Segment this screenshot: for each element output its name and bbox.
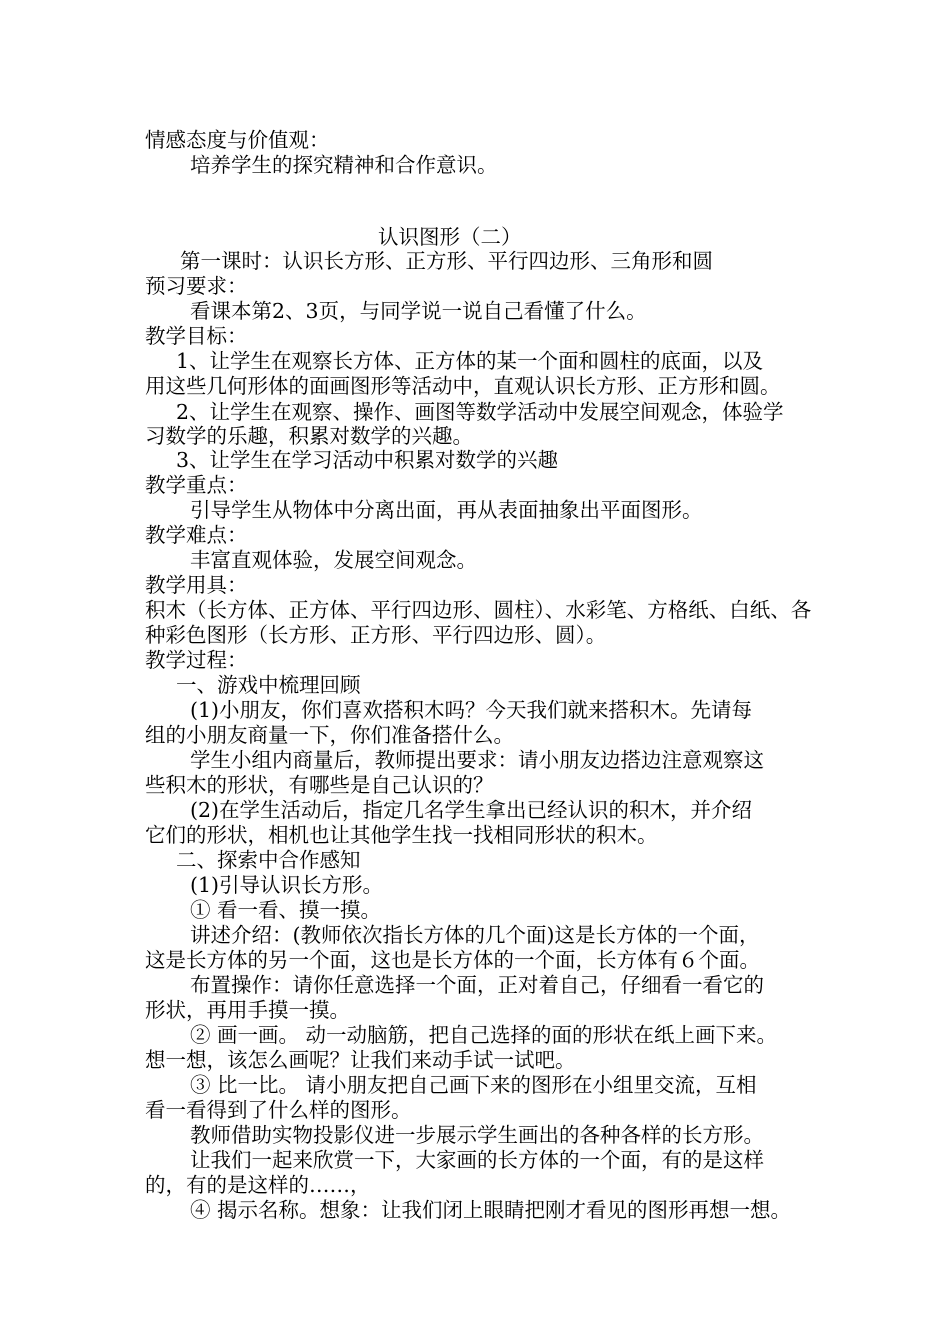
subsection-heading: 一、游戏中梳理回顾 — [176, 673, 361, 697]
paragraph-line: 种彩色图形（长方形、正方形、平行四边形、圆）。 — [145, 623, 607, 647]
paragraph-line: 组的小朋友商量一下，你们准备搭什么。 — [145, 723, 514, 747]
paragraph-line: 丰富直观体验，发展空间观念。 — [190, 548, 477, 572]
paragraph-line: 2、让学生在观察、操作、画图等数学活动中发展空间观念，体验学 — [176, 400, 784, 424]
paragraph-line: (1)小朋友，你们喜欢搭积木吗？今天我们就来搭积木。先请每 — [190, 698, 753, 722]
paragraph-line: 培养学生的探究精神和合作意识。 — [190, 153, 498, 177]
paragraph-line: ① 看一看、摸一摸。 — [190, 898, 382, 922]
section-heading: 教学目标： — [145, 324, 248, 348]
paragraph-line: 教师借助实物投影仪进一步展示学生画出的各种各样的长方形。 — [190, 1123, 764, 1147]
paragraph-line: (2)在学生活动后，指定几名学生拿出已经认识的积木，并介绍 — [190, 798, 753, 822]
section-heading: 教学过程： — [145, 648, 248, 672]
document-title: 认识图形（二） — [378, 225, 522, 249]
paragraph-line: 看课本第2、3页，与同学说一说自己看懂了什么。 — [190, 299, 647, 323]
paragraph-line: 它们的形状，相机也让其他学生找一找相同形状的积木。 — [145, 823, 658, 847]
paragraph-line: 3、让学生在学习活动中积累对数学的兴趣 — [176, 448, 559, 472]
paragraph-line: 想一想，该怎么画呢？让我们来动手试一试吧。 — [145, 1048, 576, 1072]
paragraph-line: 让我们一起来欣赏一下，大家画的长方体的一个面，有的是这样 — [190, 1148, 764, 1172]
section-heading: 情感态度与价值观： — [145, 128, 330, 152]
paragraph-line: 这是长方体的另一个面，这也是长方体的一个面，长方体有６个面。 — [145, 948, 760, 972]
paragraph-line: 积木（长方体、正方体、平行四边形、圆柱）、水彩笔、方格纸、白纸、各 — [145, 598, 812, 622]
paragraph-line: 讲述介绍：(教师依次指长方体的几个面)这是长方体的一个面， — [190, 923, 760, 947]
paragraph-line: 学生小组内商量后，教师提出要求：请小朋友边搭边注意观察这 — [190, 748, 764, 772]
paragraph-line: 习数学的乐趣，积累对数学的兴趣。 — [145, 424, 473, 448]
lesson-subtitle: 第一课时：认识长方形、正方形、平行四边形、三角形和圆 — [180, 249, 713, 273]
paragraph-line: 布置操作：请你任意选择一个面，正对着自己，仔细看一看它的 — [190, 973, 764, 997]
section-heading: 教学难点： — [145, 523, 248, 547]
paragraph-line: 引导学生从物体中分离出面，再从表面抽象出平面图形。 — [190, 498, 703, 522]
section-heading: 预习要求： — [145, 274, 248, 298]
paragraph-line: ④ 揭示名称。想象：让我们闭上眼睛把刚才看见的图形再想一想。 — [190, 1198, 792, 1222]
paragraph-line: 形状，再用手摸一摸。 — [145, 998, 350, 1022]
paragraph-line: 1、让学生在观察长方体、正方体的某一个面和圆柱的底面，以及 — [176, 349, 764, 373]
paragraph-line: 用这些几何形体的面画图形等活动中，直观认识长方形、正方形和圆。 — [145, 374, 781, 398]
section-heading: 教学用具： — [145, 573, 248, 597]
paragraph-line: 的，有的是这样的……， — [145, 1173, 371, 1197]
paragraph-line: ③ 比一比。 请小朋友把自己画下来的图形在小组里交流，互相 — [190, 1073, 757, 1097]
paragraph-line: (1)引导认识长方形。 — [190, 873, 384, 897]
section-heading: 教学重点： — [145, 473, 248, 497]
paragraph-line: ② 画一画。 动一动脑筋，把自己选择的面的形状在纸上画下来。 — [190, 1023, 778, 1047]
subsection-heading: 二、探索中合作感知 — [176, 848, 361, 872]
paragraph-line: 看一看得到了什么样的图形。 — [145, 1098, 412, 1122]
paragraph-line: 些积木的形状，有哪些是自己认识的？ — [145, 773, 494, 797]
